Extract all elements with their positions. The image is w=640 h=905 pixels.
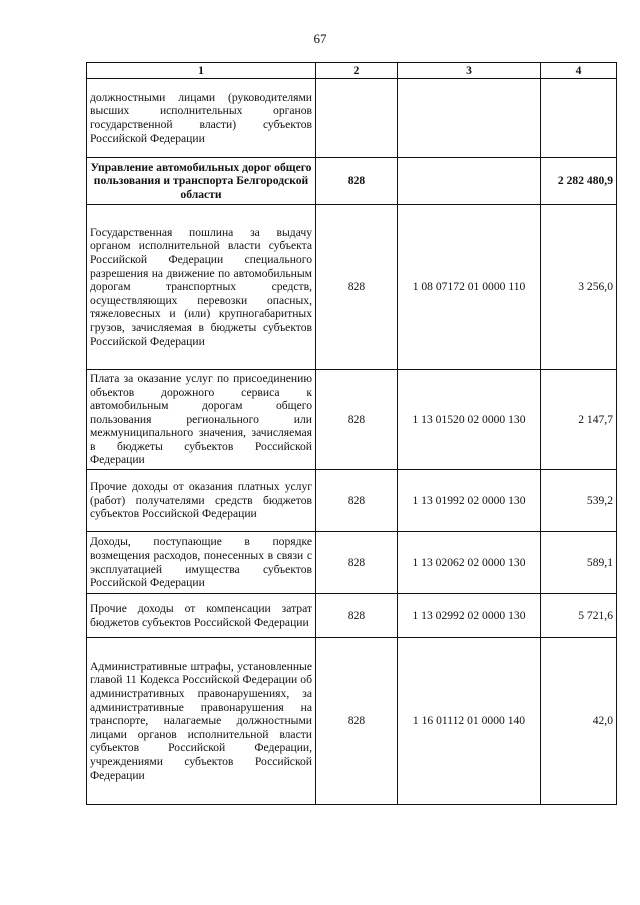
table-row (87, 79, 617, 158)
table-row (87, 370, 617, 470)
row-description: Прочие доходы от компенсации затрат бюджетов субъектов Российской Федерации (87, 594, 316, 638)
row-description: Плата за оказание услуг по присоединению объектов дорожного сервиса к автомобильным дорогам общего пользования регионального или межмуниципального значения, зачисляемая в бюджеты субъектов Российской Федерации (87, 370, 316, 470)
table-row (87, 638, 617, 805)
table-row (87, 532, 617, 594)
row-description: Прочие доходы от оказания платных услуг (работ) получателями средств бюджетов субъектов Российской Федерации (87, 470, 316, 532)
row-amount: 539,2 (541, 470, 617, 532)
row-amount: 5 721,6 (541, 594, 617, 638)
row-budget-code: 1 13 02062 02 0000 130 (398, 532, 541, 594)
row-admin-code: 828 (316, 470, 398, 532)
row-budget-code: 1 13 01992 02 0000 130 (398, 470, 541, 532)
row-budget-code: 1 13 02992 02 0000 130 (398, 594, 541, 638)
page-number: 67 (313, 31, 327, 46)
row-description: должностными лицами (руководителями высших исполнительных органов государственной власти) субъектов Российской Федерации (87, 79, 316, 158)
row-budget-code: 1 16 01112 01 0000 140 (398, 638, 541, 805)
table-row (87, 158, 617, 205)
row-admin-code: 828 (316, 638, 398, 805)
column-header-description: 1 (87, 63, 316, 79)
row-admin-code (316, 79, 398, 158)
table-row (87, 470, 617, 532)
row-amount (541, 79, 617, 158)
row-amount: 3 256,0 (541, 205, 617, 370)
column-header-amount: 4 (541, 63, 617, 79)
row-description: Доходы, поступающие в порядке возмещения расходов, понесенных в связи с эксплуатацией имущества субъектов Российской Федерации (87, 532, 316, 594)
column-header-admin: 2 (316, 63, 398, 79)
table-row (87, 205, 617, 370)
row-budget-code: 1 13 01520 02 0000 130 (398, 370, 541, 470)
row-amount: 42,0 (541, 638, 617, 805)
row-amount: 2 282 480,9 (541, 158, 617, 205)
row-admin-code: 828 (316, 205, 398, 370)
row-amount: 2 147,7 (541, 370, 617, 470)
table-row (87, 594, 617, 638)
column-header-code: 3 (398, 63, 541, 79)
row-admin-code: 828 (316, 158, 398, 205)
table-header-row (87, 63, 617, 79)
row-amount: 589,1 (541, 532, 617, 594)
row-description: Управление автомобильных дорог общего пользования и транспорта Белгородской области (87, 158, 316, 205)
row-budget-code: 1 08 07172 01 0000 110 (398, 205, 541, 370)
row-admin-code: 828 (316, 594, 398, 638)
row-description: Государственная пошлина за выдачу органом исполнительной власти субъекта Российской Федерации специального разрешения на движение по автомобильным дорогам транспортных средств, осуществляющих перевозки опасных, тяжеловесных и (или) крупногабаритных грузов, зачисляемая в бюджеты субъектов Российской Федерации (87, 205, 316, 370)
row-description: Административные штрафы, установленные главой 11 Кодекса Российской Федерации об административных правонарушениях, за административные правонарушения на транспорте, налагаемые должностными лицами органов исполнительной власти субъектов Российской Федерации, учреждениями субъектов Российской Федерации (87, 638, 316, 805)
row-admin-code: 828 (316, 370, 398, 470)
row-budget-code (398, 79, 541, 158)
row-budget-code (398, 158, 541, 205)
row-admin-code: 828 (316, 532, 398, 594)
revenue-table (86, 62, 617, 805)
